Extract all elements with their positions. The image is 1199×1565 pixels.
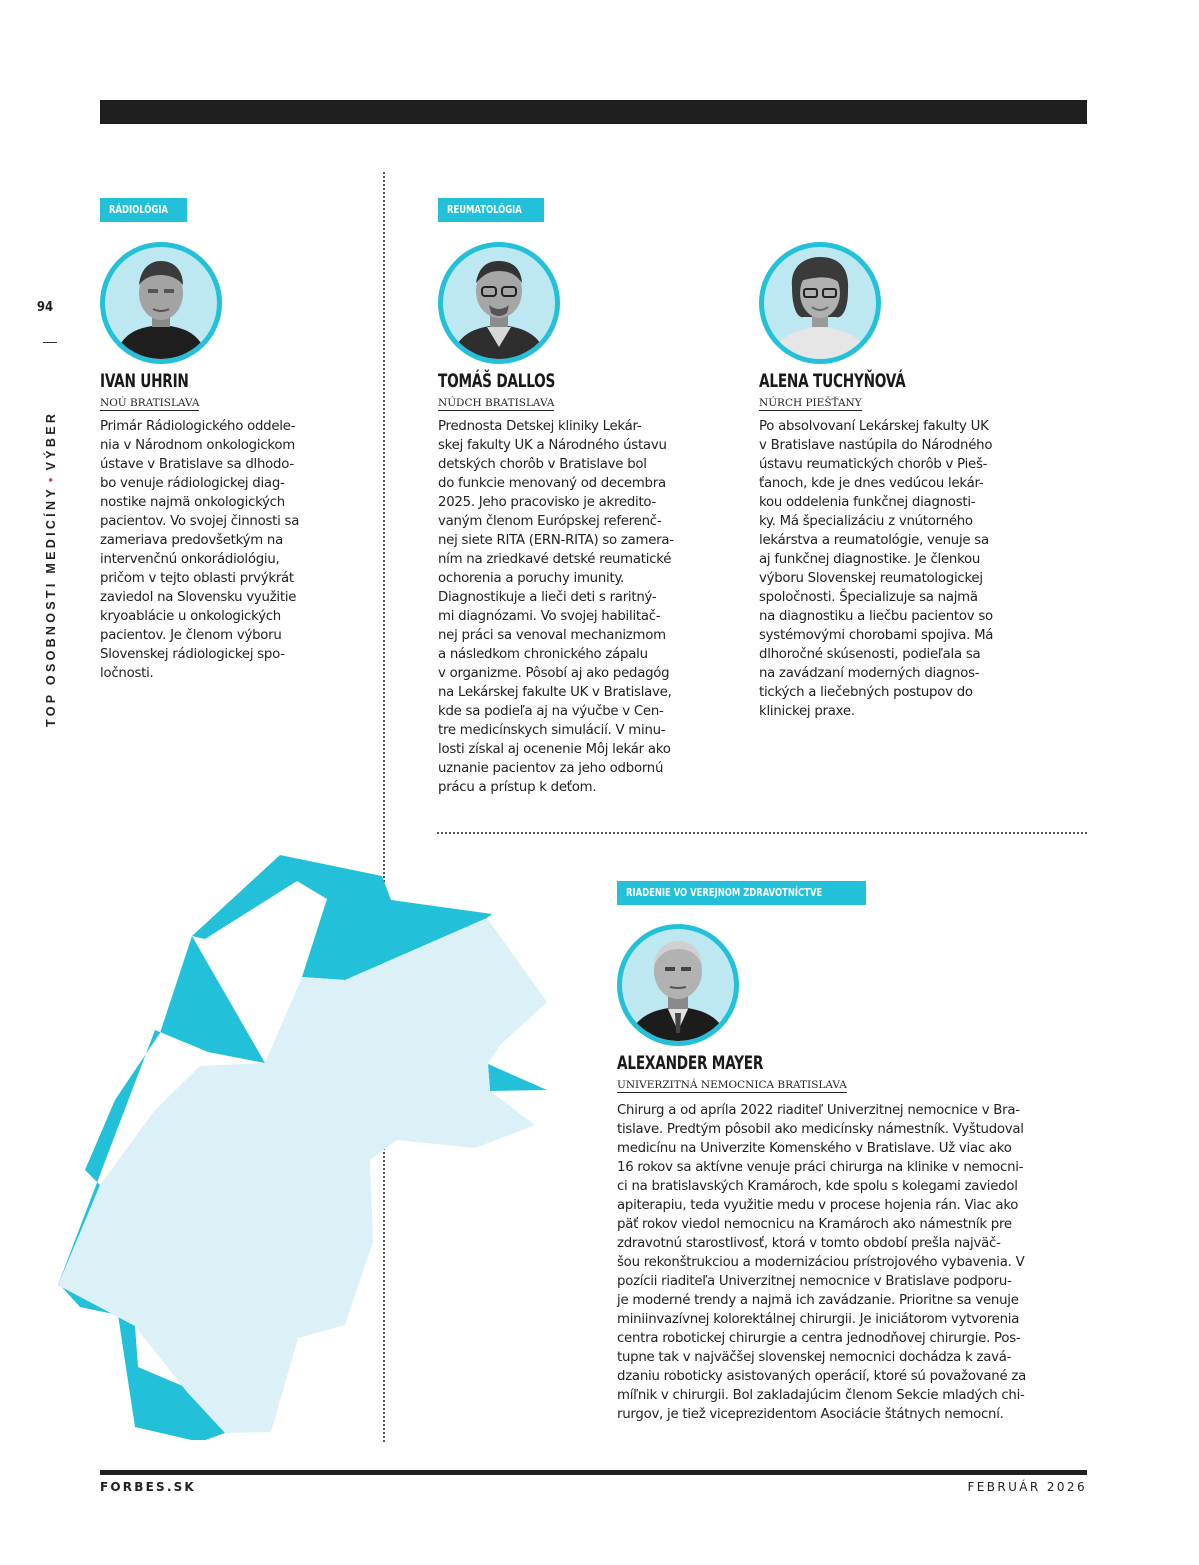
star-side-right [488, 1064, 547, 1091]
person-photo-icon [764, 247, 876, 359]
footer-issue-date: FEBRUÁR 2026 [967, 1480, 1087, 1494]
person-affiliation: NOÚ BRATISLAVA [100, 397, 200, 409]
person-name: IVAN UHRIN [100, 370, 189, 392]
top-rule [100, 100, 1087, 124]
avatar-alena-tuchynova [759, 242, 881, 364]
person-photo-icon [443, 247, 555, 359]
section-title: TOP OSOBNOSTI MEDICÍNY [44, 486, 58, 727]
person-affiliation: NÚDCH BRATISLAVA [438, 397, 555, 409]
person-bio: Chirurg a od apríla 2022 riaditeľ Univerzitnej nemocnice v Bra- tislave. Predtým pôsobil ako medicínsky námestník. Vyštudoval medicínu na Univerzite Komenského v Bratislave. Už viac ako 16 rokov sa aktívne venuje práci chirurga na klinike v nemocni- ci na bratislavských Kramároch, kde spolu s kolegami zaviedol apiterapiu, teda využitie medu v procese hojenia rán. Viac ako päť rokov viedol nemocnicu na Kramároch ako námestník pre zdravotnú starostlivosť, ktorá v tomto období prešla najväč- šou rekonštrukciou a modernizáciou prístrojového vybavenia. V pozícii riaditeľa Univerzitnej nemocnice v Bratislave podporu- je moderné trendy a najmä ich zavádzanie. Prioritne sa venuje miniinvazívnej kolorektálnej chirurgii. Je iniciátorom vytvorenia centra robotickej chirurgie a centra jednodňovej chirurgie. Pos- tupne tak v najväčšej slovenskej nemocnici dochádza k zavá- dzaniu roboticky asistovaných operácií, ktoré sú považované za míľnik v chirurgii. Bol zakladajúcim členom Sekcie mladých chi- rurgov, je tiež viceprezidentom Asociácie štátnych nemocní. [617, 1103, 1027, 1422]
avatar-ivan-uhrin [100, 242, 222, 364]
category-tag-public-health: RIADENIE VO VEREJNOM ZDRAVOTNÍCTVE [617, 881, 866, 905]
footer-site: FORBES.SK [100, 1480, 196, 1494]
sidebar-divider [43, 342, 57, 343]
section-subtitle: VÝBER [44, 410, 58, 471]
row-divider-horizontal [437, 832, 1087, 834]
avatar-tomas-dallos [438, 242, 560, 364]
category-tag-radiology: RÁDIOLÓGIA [100, 198, 187, 222]
person-name: TOMÁŠ DALLOS [438, 370, 556, 392]
person-name: ALEXANDER MAYER [617, 1052, 764, 1074]
person-bio: Prednosta Detskej kliniky Lekár- skej fakulty UK a Národného ústavu detských chorôb v Bratislave bol do funkcie menovaný od decembra 2025. Jeho pracovisko je akredito- vaným členom Európskej referenč- nej siete RITA (ERN-RITA) so zamera- ním na zriedkavé detské reumatické ochorenia a poruchy imunity. Diagnostikuje a lieči deti s raritný- mi diagnózami. Vo svojej habilitač- nej práci sa venoval mechanizmom a následkom chronického zápalu v organizme. Pôsobí aj ako pedagóg na Lekárskej fakulte UK v Bratislave, kde sa podieľa aj na výučbe v Cen- tre medicínskych simulácií. V minu- losti získal aj ocenenie Môj lekár ako uznanie pacientov za jeho odbornú prácu a prístup k deťom. [438, 419, 674, 795]
person-bio: Primár Rádiologického oddele- nia v Národnom onkologickom ústave v Bratislave sa dlhodo- bo venuje rádiologickej diag- nostike najmä onkologických pacientov. Vo svojej činnosti sa zameriava predovšetkým na intervenčnú onkorádiológiu, pričom v tejto oblasti prvýkrát zaviedol na Slovensku využitie kryoablácie u onkologických pacientov. Je členom výboru Slovenskej rádiologickej spo- ločnosti. [100, 419, 300, 681]
bullet-dot: • [44, 474, 58, 483]
person-bio: Po absolvovaní Lekárskej fakulty UK v Bratislave nastúpila do Národného ústavu reumatických chorôb v Pieš- ťanoch, kde je dnes vedúcou lekár- kou oddelenia funkčnej diagnosti- ky. Má špecializáciu z vnútorného lekárstva a reumatológie, venuje sa aj funkčnej diagnostike. Je členkou výboru Slovenskej reumatologickej spoločnosti. Špecializuje sa najmä na diagnostiku a liečbu pacientov so systémovými chorobami spojiva. Má dlhoročné skúsenosti, podieľala sa na zavádzaní moderných diagnos- tických a liečebných postupov do klinickej praxe. [759, 419, 994, 719]
person-affiliation: NÚRCH PIEŠŤANY [759, 397, 862, 409]
decorative-star-shape [55, 855, 550, 1440]
bottom-rule [100, 1470, 1087, 1475]
page-number: 94 [36, 300, 54, 315]
person-affiliation: UNIVERZITNÁ NEMOCNICA BRATISLAVA [617, 1079, 847, 1091]
person-photo-icon [622, 929, 734, 1041]
person-name: ALENA TUCHYŇOVÁ [759, 370, 906, 392]
section-title-vertical [44, 411, 58, 727]
category-tag-rheumatology: REUMATOLÓGIA [438, 198, 544, 222]
avatar-alexander-mayer [617, 924, 739, 1046]
person-photo-icon [105, 247, 217, 359]
